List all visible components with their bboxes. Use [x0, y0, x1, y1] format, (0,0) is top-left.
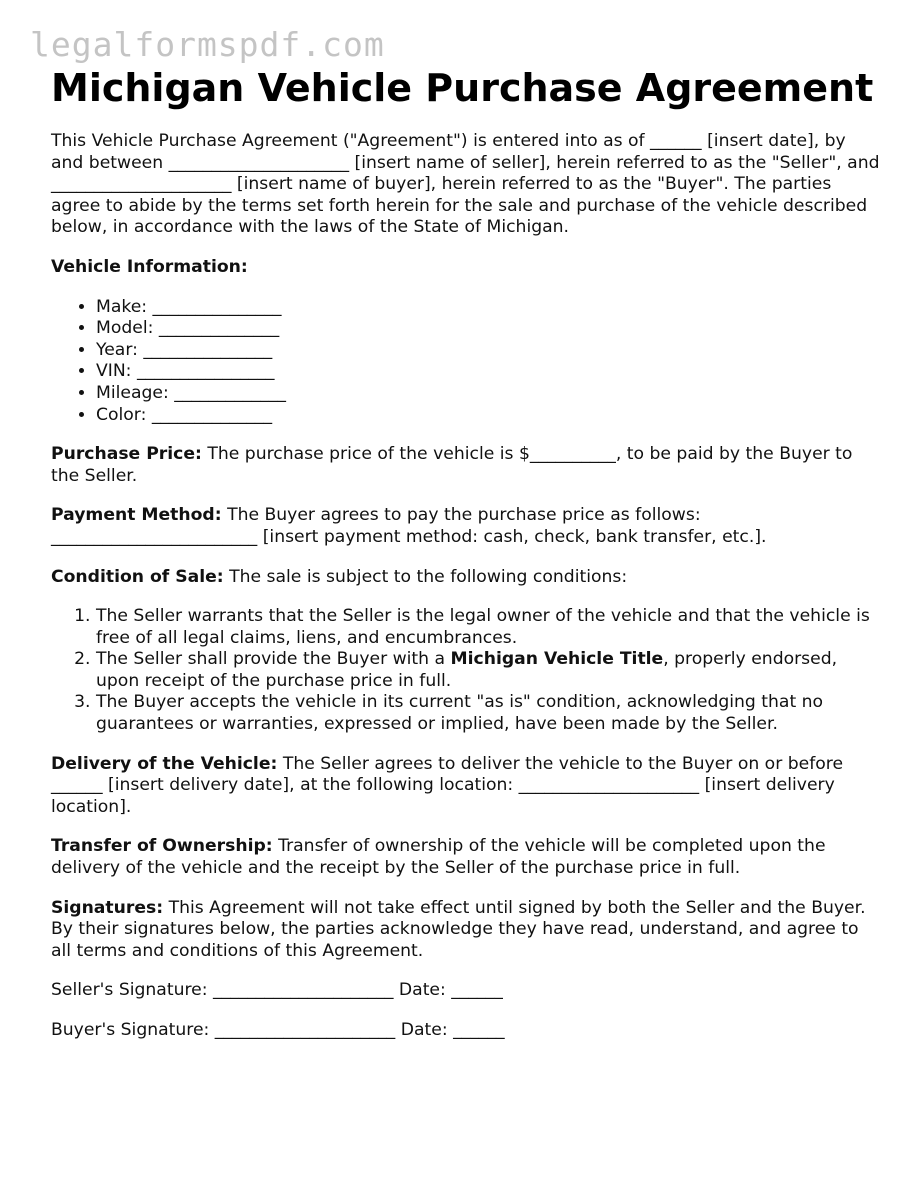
delivery-section [51, 754, 881, 819]
condition-item-text: The Seller shall provide the Buyer with a [96, 649, 451, 670]
condition-item-text: , properly endorsed, upon receipt of the purchase price in full. [96, 649, 838, 691]
condition-item: 1. The Seller warrants that the Seller is the legal owner of the vehicle and that the vehicle is free of all legal claims, liens, and encumbrances. [96, 606, 881, 649]
signatures-text: This Agreement will not take effect until signed by both the Seller and the Buyer. By their signatures below, the parties acknowledge they have read, understand, and agree to all terms and conditions of this Agreement. [51, 897, 866, 961]
document-title: Michigan Vehicle Purchase Agreement [51, 66, 874, 110]
vehicle-model-item: • Model: ______________ [96, 318, 881, 340]
conditions-list [51, 606, 881, 736]
condition-item [96, 649, 881, 692]
buyer-signature-line: Buyer's Signature: _____________________ Date: ______ [51, 1020, 505, 1040]
site-watermark: legalformspdf.com [30, 25, 385, 64]
vehicle-info-list [51, 297, 881, 427]
transfer-text: Transfer of ownership of the vehicle will be completed upon the delivery of the vehicle and the receipt by the Seller of the purchase price in full. [51, 836, 826, 879]
purchase-price-text: The purchase price of the vehicle is $__________, to be paid by the Buyer to the Seller. [51, 444, 853, 486]
transfer-section [51, 836, 881, 879]
intro-paragraph: This Vehicle Purchase Agreement ("Agreement") is entered into as of ______ [insert date], by and between _____________________ [insert name of seller], herein referred to as the "Seller", and _____________________ [insert name of buyer], herein referred to as the "Buyer". The parties agree to abide by the terms set forth herein for the sale and purchase of the vehicle described below, in accordance with the laws of the State of Michigan. [51, 131, 880, 238]
document-page [51, 64, 881, 1060]
condition-of-sale-label: Condition of Sale: [51, 566, 224, 587]
vehicle-info-label: Vehicle Information: [51, 256, 248, 277]
purchase-price-label: Purchase Price: [51, 444, 202, 465]
signatures-label: Signatures: [51, 897, 164, 918]
vehicle-year-item: • Year: _______________ [96, 340, 881, 362]
vehicle-mileage-item: • Mileage: _____________ [96, 383, 881, 405]
condition-item: 3. The Buyer accepts the vehicle in its current "as is" condition, acknowledging that no guarantees or warranties, expressed or implied, have been made by the Seller. [96, 692, 881, 735]
payment-method-label: Payment Method: [51, 505, 222, 526]
condition-of-sale-text: The sale is subject to the following conditions: [223, 566, 628, 587]
delivery-label: Delivery of the Vehicle: [51, 753, 278, 774]
transfer-label: Transfer of Ownership: [51, 836, 273, 857]
purchase-price-section [51, 444, 881, 487]
vehicle-color-item: • Color: ______________ [96, 405, 881, 427]
vehicle-info-heading [51, 257, 881, 279]
payment-method-section [51, 505, 881, 548]
condition-of-sale-section [51, 567, 881, 589]
payment-method-text: The Buyer agrees to pay the purchase price as follows: ________________________ [insert payment method: cash, check, bank transfer, etc.]. [51, 505, 767, 547]
michigan-vehicle-title-term: Michigan Vehicle Title [450, 649, 664, 670]
vehicle-make-item: • Make: _______________ [96, 297, 881, 319]
vehicle-vin-item: • VIN: ________________ [96, 361, 881, 383]
delivery-text: The Seller agrees to deliver the vehicle to the Buyer on or before ______ [insert delivery date], at the following location: _____________________ [insert delivery location]. [51, 753, 844, 817]
signatures-section [51, 898, 881, 963]
seller-signature-line: Seller's Signature: _____________________ Date: ______ [51, 980, 503, 1001]
